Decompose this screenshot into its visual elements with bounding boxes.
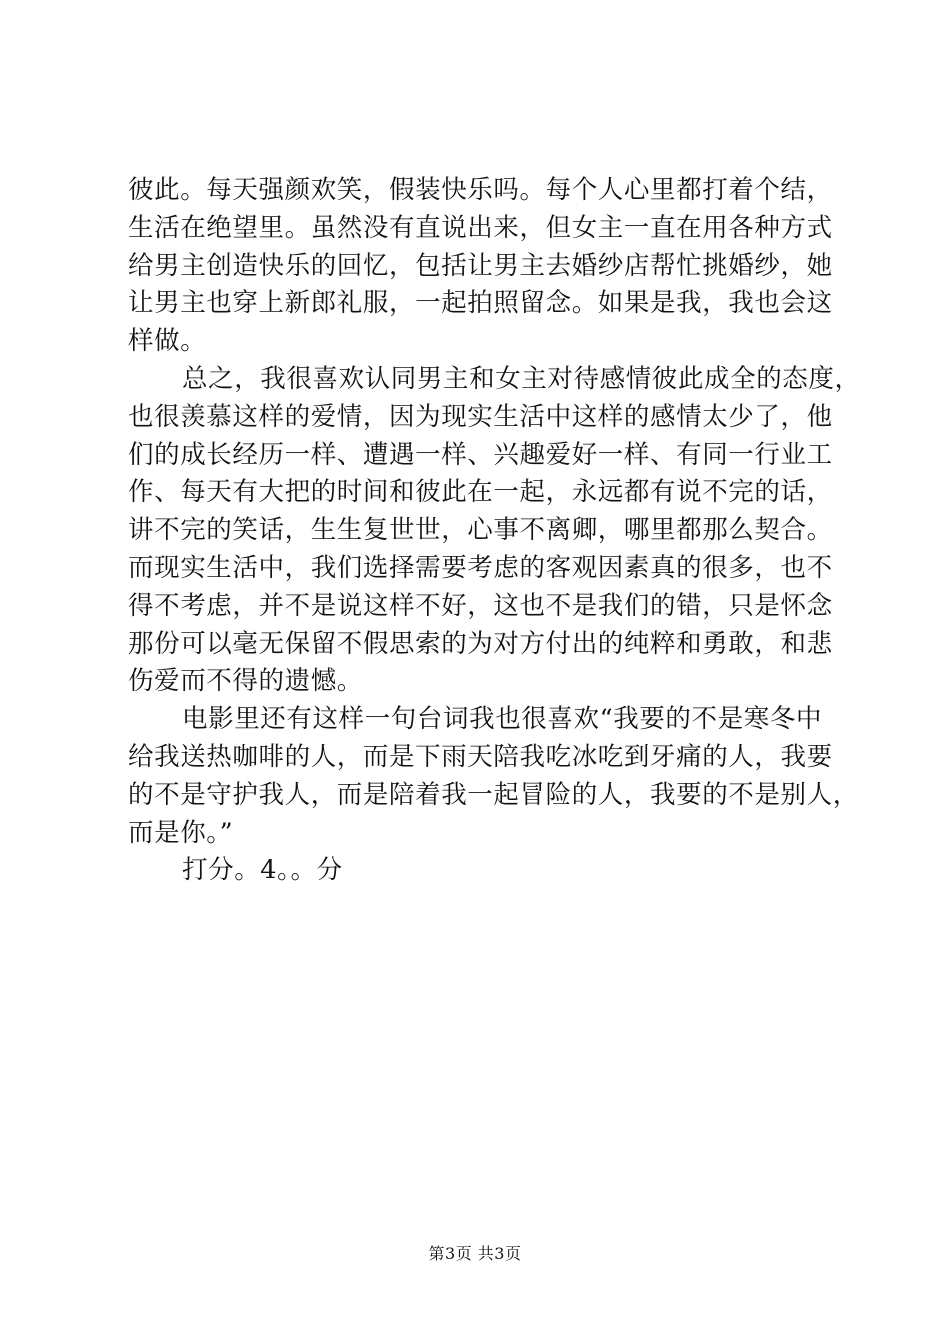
text-line: 给男主创造快乐的回忆，包括让男主去婚纱店帮忙挑婚纱，她 — [128, 250, 833, 281]
text-line: 样做。 — [128, 326, 207, 357]
text-line: 电影里还有这样一句台词我也很喜欢“我要的不是寒冬中 — [182, 704, 823, 735]
text-line: 生活在绝望里。虽然没有直说出来，但女主一直在用各种方式 — [128, 212, 833, 243]
text-line: 而现实生活中，我们选择需要考虑的客观因素真的很多，也不 — [128, 552, 833, 583]
text-line: 讲不完的笑话，生生复世世，心事不离卿，哪里都那么契合。 — [128, 515, 833, 546]
text-line: 让男主也穿上新郎礼服，一起拍照留念。如果是我，我也会这 — [128, 288, 833, 319]
text-line: 们的成长经历一样、遭遇一样、兴趣爱好一样、有同一行业工 — [128, 439, 833, 470]
text-line: 也很羡慕这样的爱情，因为现实生活中这样的感情太少了，他 — [128, 401, 833, 432]
document-body — [128, 172, 861, 890]
text-line: 作、每天有大把的时间和彼此在一起，永远都有说不完的话， — [128, 477, 833, 508]
text-line: 那份可以毫无保留不假思索的为对方付出的纯粹和勇敢，和悲 — [128, 628, 833, 659]
text-line: 打分。4。。分 — [182, 855, 343, 886]
text-line: 伤爱而不得的遗憾。 — [128, 666, 363, 697]
text-line: 而是你。” — [128, 817, 234, 848]
text-line: 的不是守护我人，而是陪着我一起冒险的人，我要的不是别人， — [128, 779, 859, 810]
text-line: 总之，我很喜欢认同男主和女主对待感情彼此成全的态度， — [182, 363, 861, 394]
page-footer: 第3页 共3页 — [428, 1244, 522, 1263]
text-line: 彼此。每天强颜欢笑，假装快乐吗。每个人心里都打着个结， — [128, 175, 833, 205]
text-line: 给我送热咖啡的人，而是下雨天陪我吃冰吃到牙痛的人，我要 — [128, 741, 833, 772]
text-line: 得不考虑，并不是说这样不好，这也不是我们的错，只是怀念 — [128, 590, 833, 621]
